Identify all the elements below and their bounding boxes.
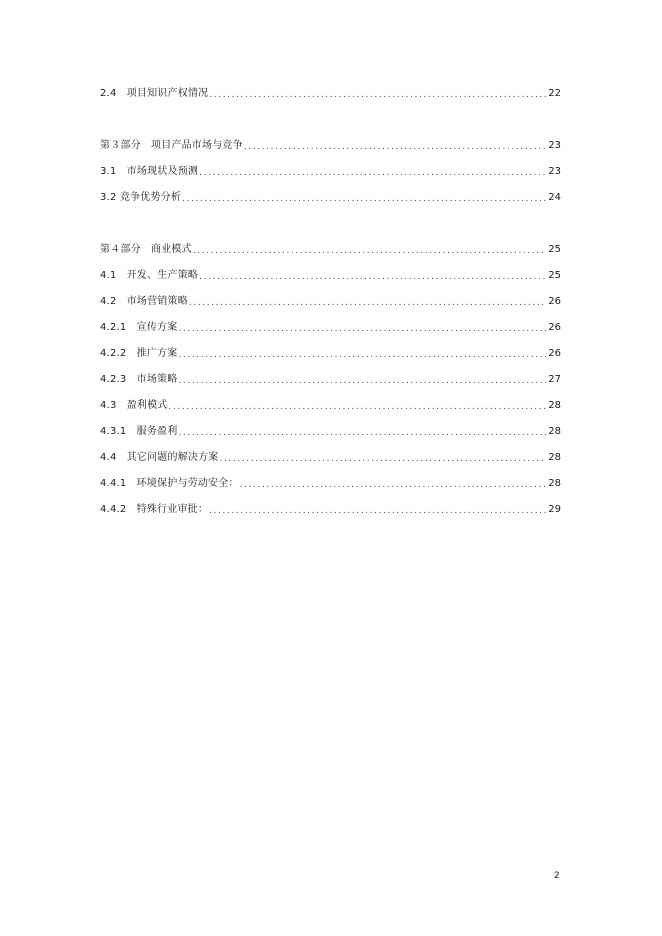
- toc-dot-leader: [178, 376, 546, 386]
- toc-entry[interactable]: [100, 398, 561, 412]
- toc-dot-leader: [199, 272, 546, 282]
- toc-entry[interactable]: [100, 294, 561, 308]
- toc-entry-page: 26: [548, 296, 561, 307]
- toc-entry-page: 25: [548, 244, 561, 255]
- toc-dot-leader: [193, 246, 546, 256]
- toc-entry[interactable]: [100, 242, 561, 256]
- toc-dot-leader: [244, 142, 546, 152]
- toc-entry[interactable]: [100, 268, 561, 282]
- toc-dot-leader: [169, 402, 547, 412]
- toc-entry-label: 4.2 市场营销策略: [100, 296, 188, 307]
- toc-entry-page: 23: [548, 166, 561, 177]
- toc-entry[interactable]: [100, 450, 561, 464]
- toc-entry-page: 22: [548, 88, 561, 99]
- toc-entry[interactable]: [100, 190, 561, 204]
- toc-dot-leader: [199, 168, 546, 178]
- toc-entry-page: 28: [548, 452, 561, 463]
- toc-entry-label: 4.4.2 特殊行业审批：: [100, 504, 209, 515]
- toc-entry-page: 26: [548, 322, 561, 333]
- toc-entry-page: 28: [548, 478, 561, 489]
- toc-dot-leader: [220, 454, 547, 464]
- toc-entry-label: 第３部分 项目产品市场与竞争: [100, 140, 243, 151]
- toc-entry[interactable]: [100, 424, 561, 438]
- toc-entry-page: 28: [548, 400, 561, 411]
- toc-entry-label: 第４部分 商业模式: [100, 244, 192, 255]
- toc-entry[interactable]: [100, 320, 561, 334]
- toc-entry-label: 4.3.1 服务盈利: [100, 426, 178, 437]
- toc-entry-label: 4.1 开发、生产策略: [100, 270, 199, 281]
- toc-entry-page: 26: [548, 348, 561, 359]
- toc-dot-leader: [209, 506, 546, 516]
- toc-entry-label: 4.3 盈利模式: [100, 400, 168, 411]
- toc-entry-label: 4.4.1 环境保护与劳动安全：: [100, 478, 239, 489]
- toc-dot-leader: [189, 298, 546, 308]
- toc-entry-label: 2.4 项目知识产权情况: [100, 88, 209, 99]
- toc-entry-label: 4.2.1 宣传方案: [100, 322, 178, 333]
- toc-dot-leader: [182, 194, 546, 204]
- toc-entry-page: 27: [548, 374, 561, 385]
- toc-entry-page: 28: [548, 426, 561, 437]
- toc-dot-leader: [178, 324, 546, 334]
- toc-entry[interactable]: [100, 86, 561, 100]
- toc-entry-page: 29: [548, 504, 561, 515]
- toc-entry-page: 25: [548, 270, 561, 281]
- toc-entry-page: 23: [548, 140, 561, 151]
- toc-entry[interactable]: [100, 138, 561, 152]
- toc-entry[interactable]: [100, 476, 561, 490]
- toc-dot-leader: [240, 480, 547, 490]
- toc-entry[interactable]: [100, 372, 561, 386]
- toc-entry-label: 4.2.3 市场策略: [100, 374, 178, 385]
- toc-entry[interactable]: [100, 164, 561, 178]
- toc-dot-leader: [178, 428, 546, 438]
- toc-entry[interactable]: [100, 346, 561, 360]
- toc-entry-label: 4.4 其它问题的解决方案: [100, 452, 219, 463]
- toc-entry-label: 3.1 市场现状及预测: [100, 166, 199, 177]
- toc-entry-page: 24: [548, 192, 561, 203]
- toc-dot-leader: [178, 350, 546, 360]
- toc-entry[interactable]: [100, 502, 561, 516]
- toc-entry-label: 4.2.2 推广方案: [100, 348, 178, 359]
- page-number: 2: [554, 871, 560, 881]
- toc-entry-label: 3.2 竞争优势分析: [100, 192, 182, 203]
- toc-dot-leader: [209, 90, 546, 100]
